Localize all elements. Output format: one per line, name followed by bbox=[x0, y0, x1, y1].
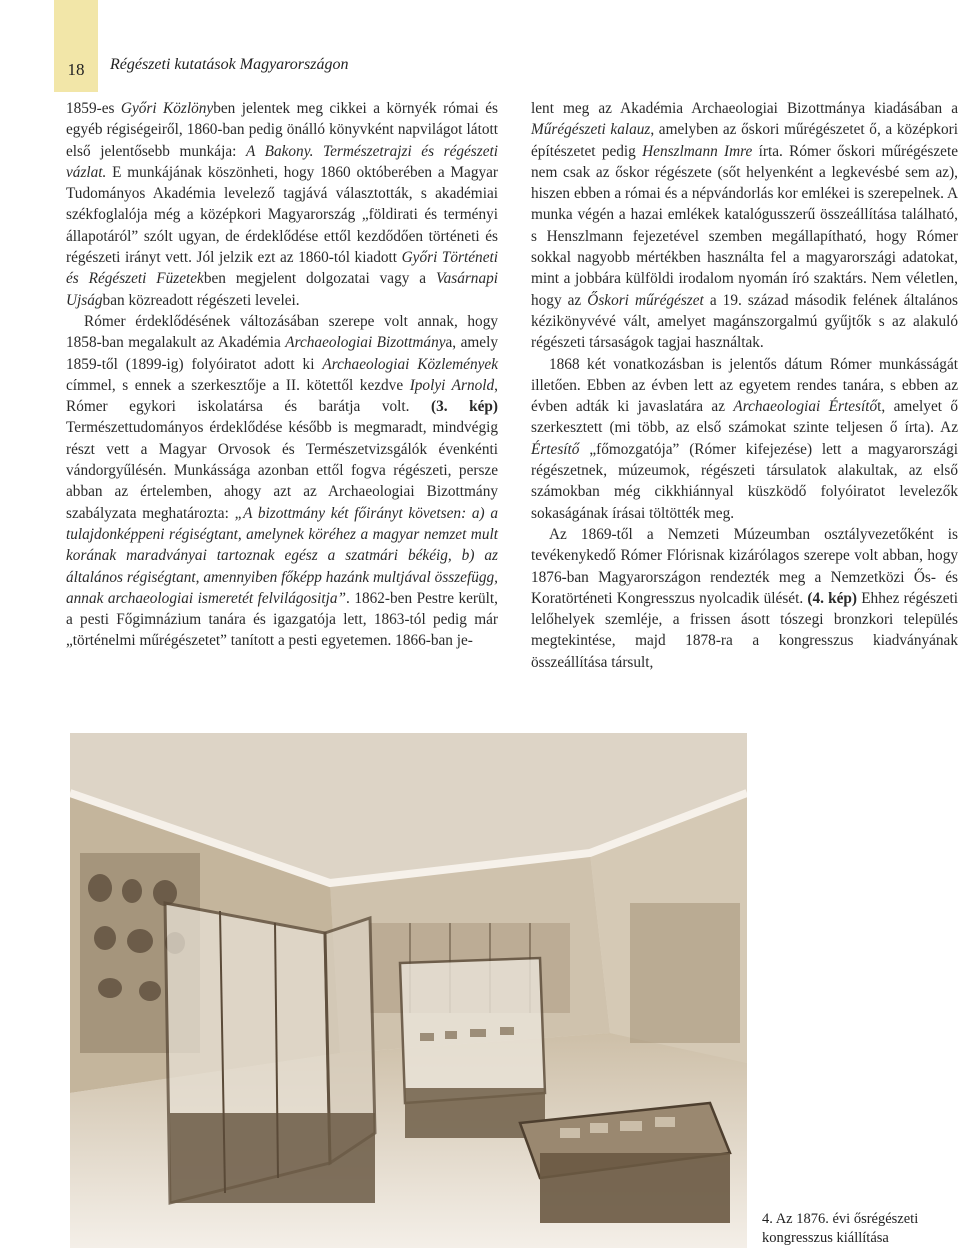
left-text-column bbox=[66, 98, 498, 652]
left-paragraph-2: Rómer érdeklődésének változásában szerepe volt annak, hogy 1858-ban megalakult az Akadémia Archaeologiai Bizottmánya, amely 1859-től (1899-ig) folyóiratot adott ki Archaeologiai Közlemények címmel, s ennek a szerkesztője a II. kötettől kezdve Ipolyi Arnold, Rómer egykori iskolatársa és barátja volt. (3. kép) Természettudományos érdeklődése később is megmaradt, mindvégig részt vett a Magyar Orvosok és Természetvizsgálók évenkénti vándorgyűlésén. Munkássága azonban ettől fogva régészeti, persze abban az értelemben, ahogy azt az Archaeologiai Bizottmány szabályzata meghatározta: „A bizottmány két főirányt követsen: a) a tulajdonképpeni régiségtant, amelynek köréhez a magyar nemzet mult korának maradványai tartoznak egész a szatmári békéig, b) az általános régiségtant, amennyiben főképp hazánk multjával összefügg, annak archaeologiai ismeretét felvilágositja”. 1862-ben Pestre került, a pesti Főgimnázium tanára és igazgatója lett, 1863-tól pedig már „történelmi műrégészetet” tanított a pesti egyetemen. 1866-ban je- bbox=[66, 312, 498, 650]
right-paragraph-2: 1868 két vonatkozásban is jelentős dátum Rómer munkásságát illetően. Ebben az évben lett az egyetem rendes tanára, s ebben az évben adták ki javaslatára az Archaeologiai Értesítőt, amelyet ő szerkesztett (mi több, az első számokat szinte teljesen ő írta). Az Értesítő „főmozgatója” (Rómer kifejezése) lett a magyarországi régészetnek, múzeumok, régészeti társulatok alakultak, az első számokban még cikkhiánnyal küszködő folyóiratot levelezők sokaságának írásai töltötték meg. bbox=[531, 355, 958, 522]
right-text-column bbox=[531, 98, 958, 673]
right-paragraph-3: Az 1869-től a Nemzeti Múzeumban osztályvezetőként is tevékenykedő Rómer Flórisnak kizárólagos szerepe volt abban, hogy 1876-ban Magyarországon rendezték meg a Nemzetközi Ős- és Koratörténeti Kongresszus nyolcadik ülését. (4. kép) Ehhez régészeti lelőhelyek szemléje, a frissen ásott tószegi bronzkori település megtekintése, majd 1878-ra a kongresszus kiadványának összeállítása társult, bbox=[531, 525, 958, 671]
exhibition-photograph bbox=[70, 733, 747, 1248]
page-number-tab bbox=[54, 0, 98, 92]
right-paragraph-1: lent meg az Akadémia Archaeologiai Bizottmánya kiadásában a Műrégészeti kalauz, amelyben az őskori műrégészetet ő, a középkori építészetet pedig Henszlmann Imre írta. Rómer őskori műrégészete nem csak az őskor régészete (sőt helyenként a legkevésbé sem az), hiszen ebben a római és a népvándorlás kor emlékei is szerepelnek. A munka végén a hazai emlékek katalógusszerű összeállítása található, s Henszlmann fejezetével szemben megállapítható, hogy Rómer sokkal nagyobb mértékben használta fel a magyarországi adatokat, mint a jobbára külföldi irodalom nyomán író szaktárs. Nem véletlen, hogy az Őskori műrégészet a 19. század második felének általános kézikönyvévé vált, amelyet magánszorgalmú gyűjtők s az alakuló régészeti társaságok tagjai használtak. bbox=[531, 100, 958, 352]
figure-reference-4: (4. kép) bbox=[807, 589, 858, 607]
running-title: Régészeti kutatások Magyarországon bbox=[110, 56, 349, 73]
figure-reference-3: (3. kép) bbox=[430, 398, 498, 416]
page-number: 18 bbox=[67, 60, 85, 79]
left-paragraph-1: 1859-es Győri Közlönyben jelentek meg cikkei a környék római és egyéb régiségeiről, 1860-ban pedig önálló könyvként napvilágot látott első jelentősebb munkája: A Bakony. Természetrajzi és régészeti vázlat. E munkájának köszönheti, hogy 1860 októberében a Magyar Tudományos Akadémia levelező tagjává választották, s akadémiai székfoglalója még a középkori Magyarország „földirati és terményi állapotáról” szólt ugyan, de érdeklődése ettől kezdődően történeti és régészeti irányt vett. Jól jelzik ezt az 1860-tól kiadott Győri Történeti és Régészeti Füzetekben megjelent dolgozatai vagy a Vasárnapi Ujságban közreadott régészeti levelei. bbox=[66, 100, 498, 309]
figure-caption: 4. Az 1876. évi ősrégészeti kongresszus kiállítása bbox=[762, 1211, 919, 1246]
